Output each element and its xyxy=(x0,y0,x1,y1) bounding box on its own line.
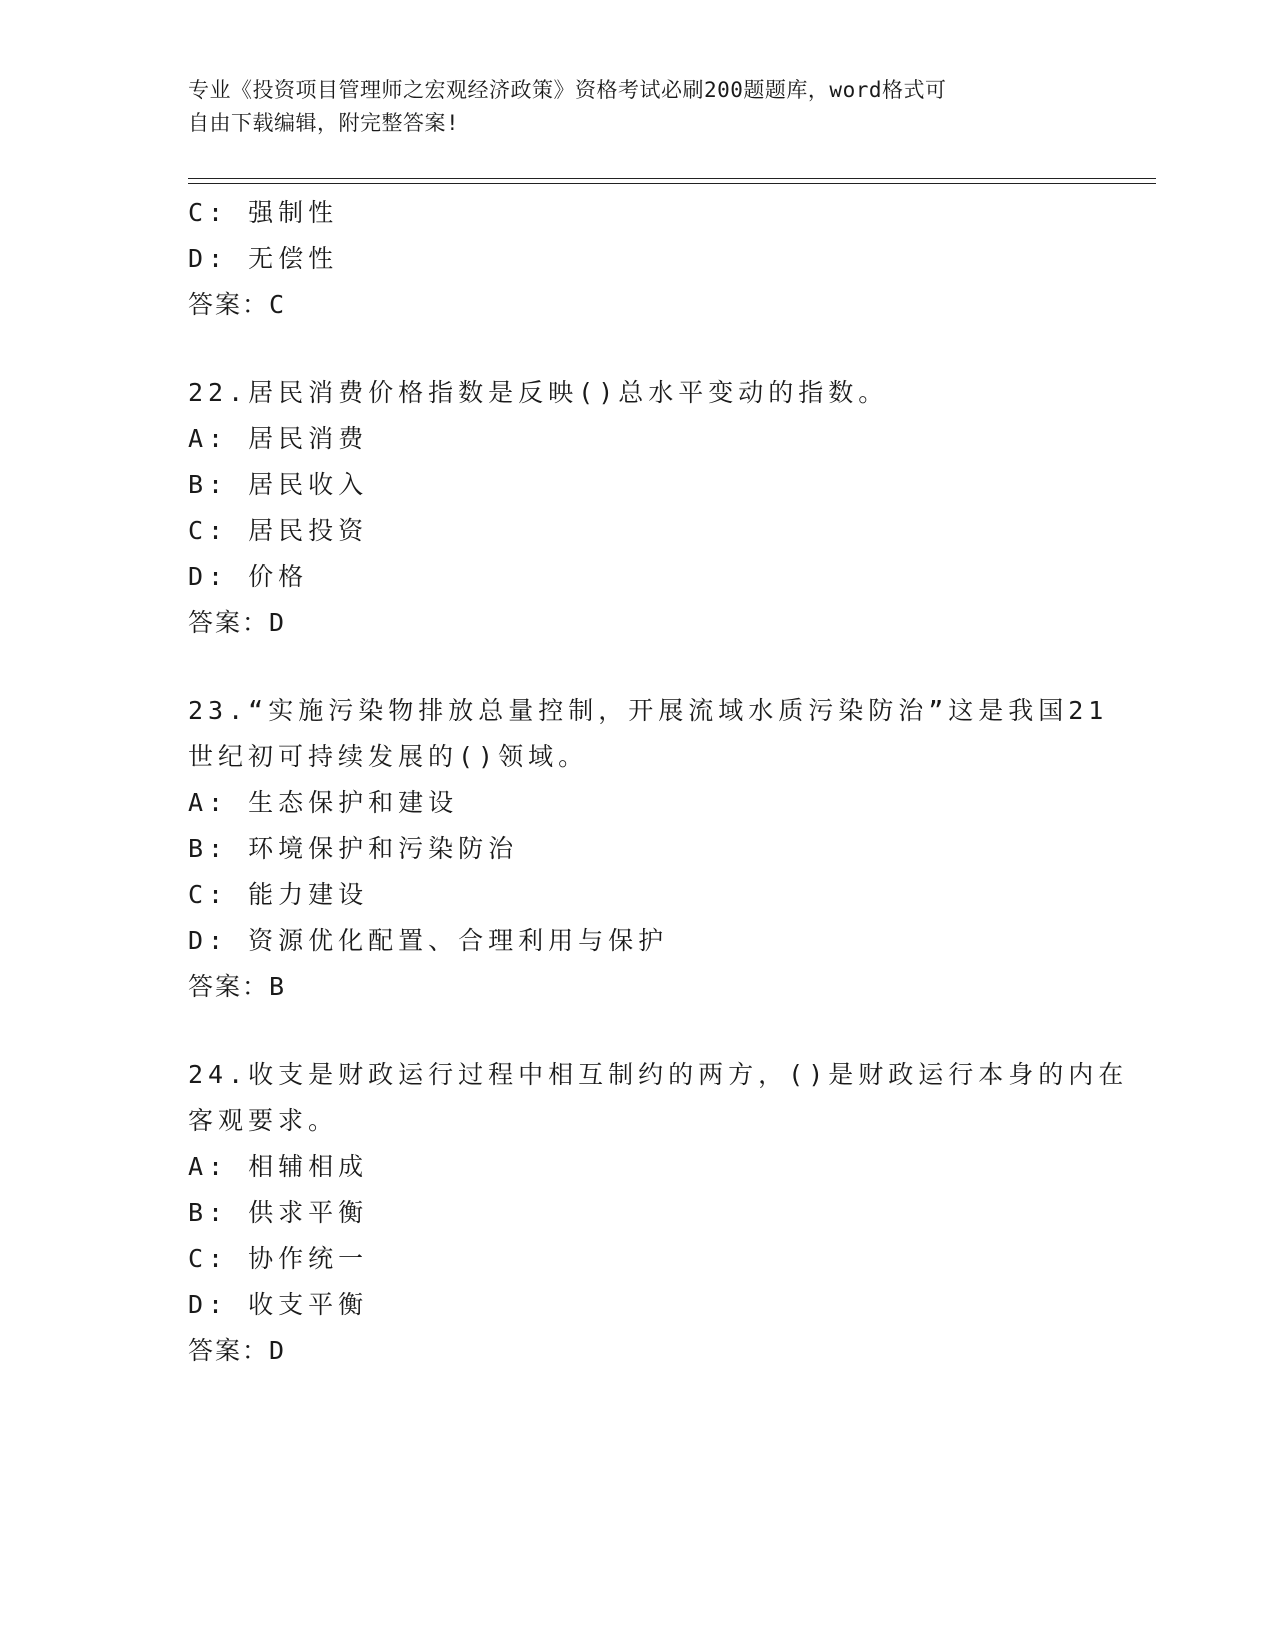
document-header xyxy=(188,74,1088,140)
question-23 xyxy=(188,688,1109,1010)
option-b: B: 供求平衡 xyxy=(188,1198,369,1227)
answer-line: 答案：B xyxy=(188,972,287,1001)
option-d: D: 资源优化配置、合理利用与保护 xyxy=(188,926,669,955)
question-text-line-2: 客观要求。 xyxy=(188,1106,339,1135)
header-line-1: 专业《投资项目管理师之宏观经济政策》资格考试必刷200题题库，word格式可 xyxy=(188,78,947,102)
question-text-line-2: 世纪初可持续发展的()领域。 xyxy=(188,742,589,771)
question-22 xyxy=(188,370,1088,646)
option-c: C: 居民投资 xyxy=(188,516,369,545)
question-text-line-1: 23.“实施污染物排放总量控制，开展流域水质污染防治”这是我国21 xyxy=(188,696,1109,725)
option-a: A: 居民消费 xyxy=(188,424,369,453)
option-d: D: 无偿性 xyxy=(188,244,339,273)
answer-line: 答案：D xyxy=(188,1336,287,1365)
option-d: D: 收支平衡 xyxy=(188,1290,369,1319)
header-rule-bottom xyxy=(188,183,1156,184)
previous-question-tail xyxy=(188,190,1088,328)
option-b: B: 环境保护和污染防治 xyxy=(188,834,519,863)
question-text: 22.居民消费价格指数是反映()总水平变动的指数。 xyxy=(188,378,889,407)
question-24 xyxy=(188,1052,1129,1374)
option-a: A: 相辅相成 xyxy=(188,1152,369,1181)
answer-line: 答案：D xyxy=(188,608,287,637)
option-c: C: 协作统一 xyxy=(188,1244,369,1273)
option-a: A: 生态保护和建设 xyxy=(188,788,459,817)
answer-line: 答案：C xyxy=(188,290,287,319)
question-text-line-1: 24.收支是财政运行过程中相互制约的两方，()是财政运行本身的内在 xyxy=(188,1060,1129,1089)
option-c: C: 能力建设 xyxy=(188,880,369,909)
header-line-2: 自由下载编辑，附完整答案! xyxy=(188,111,460,135)
option-d: D: 价格 xyxy=(188,562,309,591)
option-c: C: 强制性 xyxy=(188,198,339,227)
option-b: B: 居民收入 xyxy=(188,470,369,499)
header-rule-top xyxy=(188,178,1156,179)
question-content xyxy=(188,190,1129,1374)
